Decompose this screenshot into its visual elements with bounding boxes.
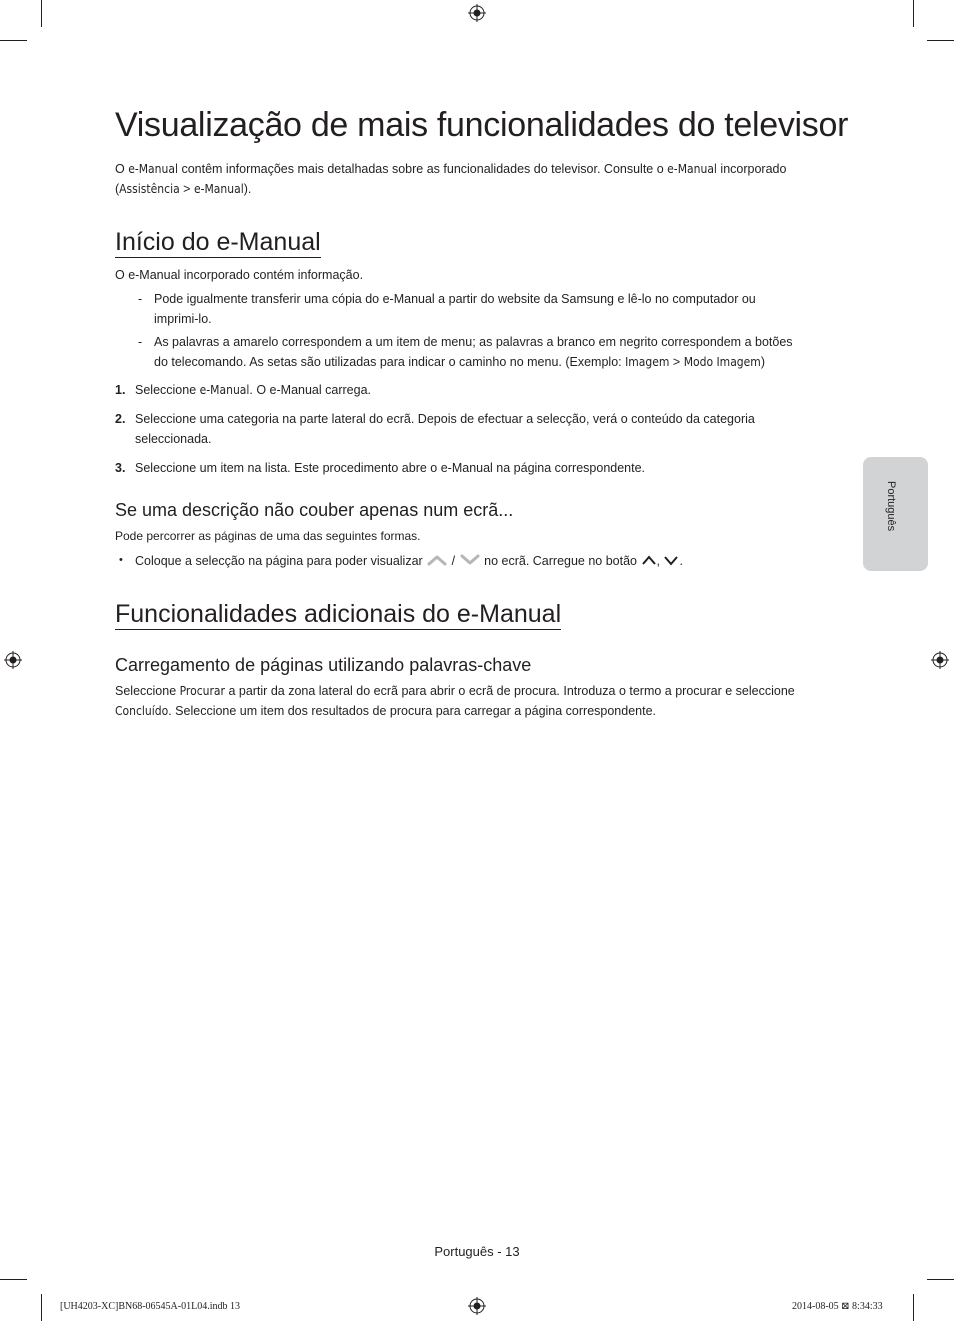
language-side-tab xyxy=(863,457,928,571)
step-number: 1. xyxy=(115,383,126,397)
step-text: . O e-Manual carrega. xyxy=(249,383,371,397)
subsection-heading: Carregamento de páginas utilizando palavras-chave xyxy=(115,655,532,675)
print-slug-right: 2014-08-05 ⊠ 8:34:33 xyxy=(792,1301,883,1312)
bullet-text: Coloque a selecção na página para poder visualizar xyxy=(135,554,423,568)
crop-mark xyxy=(927,40,954,41)
note-marker: - xyxy=(138,292,143,306)
step-text: Seleccione xyxy=(135,383,200,397)
bullet-text: , xyxy=(656,554,660,568)
note-text: imprimi-lo. xyxy=(154,312,212,326)
crop-mark xyxy=(41,1294,42,1321)
bullet-item xyxy=(135,551,683,571)
crop-mark xyxy=(913,1294,914,1321)
section2-paragraph xyxy=(115,681,835,721)
page-up-icon xyxy=(426,553,448,567)
registration-mark-icon xyxy=(468,1297,486,1315)
step-item xyxy=(135,409,835,449)
section-heading: Início do e-Manual xyxy=(115,228,321,256)
paragraph-text: a partir da zona lateral do ecrã para abrir o ecrã de procura. Introduza o termo a procurar e seleccione xyxy=(224,684,795,698)
menu-term: Imagem xyxy=(625,355,670,369)
step-item xyxy=(135,458,645,478)
subsection-heading: Se uma descrição não couber apenas num ecrã... xyxy=(115,500,514,520)
paragraph-text: Seleccione xyxy=(115,684,180,698)
note-item xyxy=(154,332,844,372)
section-lead: O e-Manual incorporado contém informação. xyxy=(115,268,364,282)
step-text: seleccionada. xyxy=(135,432,212,446)
intro-text: O xyxy=(115,162,129,176)
step-text: Seleccione um item na lista. Este procedimento abre o e-Manual na página correspondente. xyxy=(135,461,646,475)
note-text: > xyxy=(669,355,684,369)
menu-term: Concluído xyxy=(115,704,169,718)
note-text: ) xyxy=(760,355,765,369)
menu-term: Procurar xyxy=(179,684,225,698)
chevron-down-icon xyxy=(663,554,679,566)
intro-term: e-Manual xyxy=(193,182,244,196)
intro-term: e-Manual xyxy=(667,162,717,176)
intro-text: incorporado xyxy=(716,162,787,176)
subsection-lead: Pode percorrer as páginas de uma das seguintes formas. xyxy=(115,529,421,543)
bullet-marker: • xyxy=(119,554,123,566)
section-heading: Funcionalidades adicionais do e-Manual xyxy=(115,600,562,628)
note-marker: - xyxy=(138,335,143,349)
registration-mark-icon xyxy=(468,4,486,22)
step-text: Seleccione uma categoria na parte lateral do ecrã. Depois de efectuar a selecção, verá o conteúdo da categoria xyxy=(135,412,755,426)
intro-term: e-Manual xyxy=(128,162,178,176)
page-footer: Português - 13 xyxy=(434,1244,520,1259)
note-text: As palavras a amarelo correspondem a um item de menu; as palavras a branco em negrito correspondem a botões xyxy=(154,335,793,349)
bullet-text: no ecrã. Carregue no botão xyxy=(484,554,638,568)
page-down-icon xyxy=(459,553,481,567)
paragraph-text: . Seleccione um item dos resultados de procura para carregar a página correspondente. xyxy=(168,704,657,718)
intro-paragraph xyxy=(115,159,835,199)
bullet-text: / xyxy=(451,554,456,568)
crop-mark xyxy=(913,0,914,27)
intro-text: ). xyxy=(243,182,252,196)
intro-term: Assistência xyxy=(119,182,180,196)
registration-mark-icon xyxy=(931,651,949,669)
intro-text: contêm informações mais detalhadas sobre as funcionalidades do televisor. Consulte o xyxy=(177,162,668,176)
note-item xyxy=(154,289,844,329)
menu-term: Modo Imagem xyxy=(683,355,761,369)
language-side-tab-label: Português xyxy=(885,481,897,532)
crop-mark xyxy=(927,1279,954,1280)
registration-mark-icon xyxy=(4,651,22,669)
step-number: 3. xyxy=(115,461,126,475)
intro-text: > xyxy=(179,182,194,196)
note-text: Pode igualmente transferir uma cópia do e-Manual a partir do website da Samsung e lê-lo no computador ou xyxy=(154,292,756,306)
bullet-text: . xyxy=(679,554,683,568)
page-title: Visualização de mais funcionalidades do televisor xyxy=(115,106,849,144)
crop-mark xyxy=(41,0,42,27)
crop-mark xyxy=(0,1279,27,1280)
note-text: do telecomando. As setas são utilizadas para indicar o caminho no menu. (Exemplo: xyxy=(154,355,626,369)
print-slug-left: [UH4203-XC]BN68-06545A-01L04.indb 13 xyxy=(60,1301,240,1312)
crop-mark xyxy=(0,40,27,41)
intro-text: ( xyxy=(115,182,120,196)
step-item xyxy=(135,380,371,400)
menu-term: e-Manual xyxy=(199,383,250,397)
chevron-up-icon xyxy=(641,554,657,566)
step-number: 2. xyxy=(115,412,126,426)
